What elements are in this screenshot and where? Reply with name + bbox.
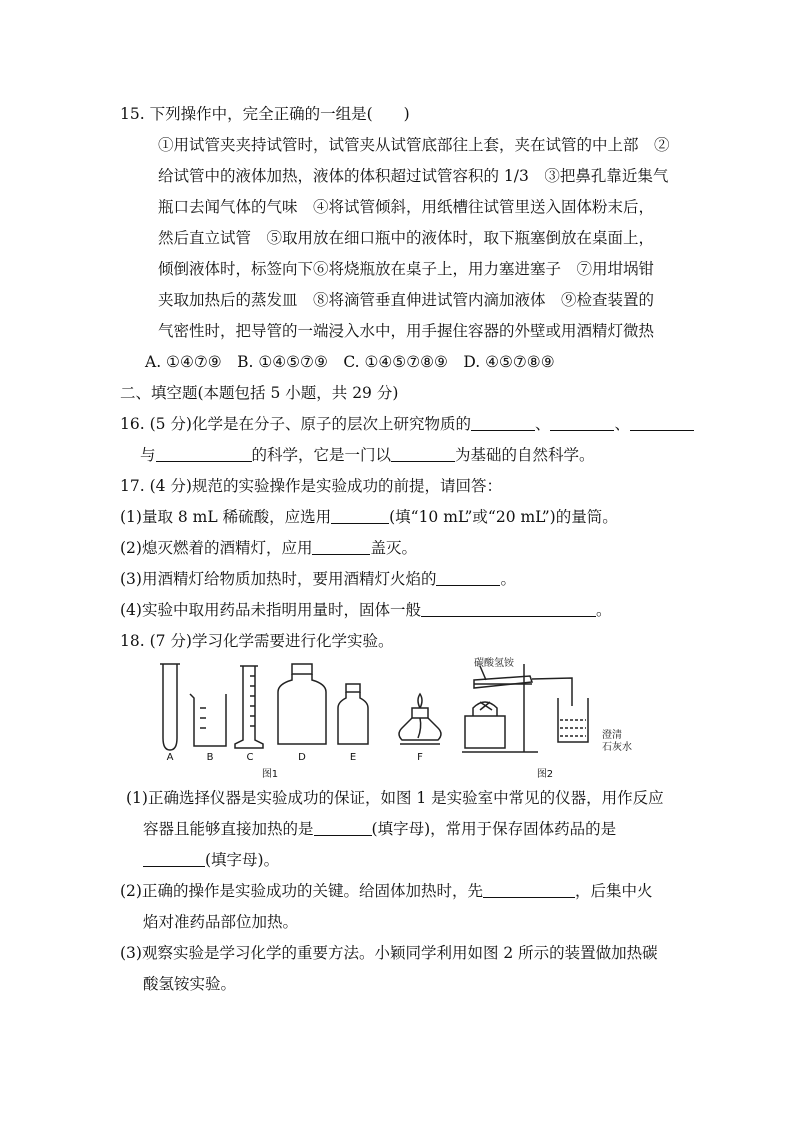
q18-figures <box>140 656 660 782</box>
fig-label-e: E <box>349 752 357 763</box>
beaker-icon <box>190 694 226 746</box>
q18-sub-3-line-1: (3)观察实验是学习化学的重要方法。小颖同学利用如图 2 所示的装置做加热碳 <box>120 944 658 962</box>
q17-sub-1-text-a: (1)量取 8 mL 稀硫酸，应选用 <box>120 508 332 526</box>
q16-text-2: 与 <box>140 446 156 464</box>
fig2-liquid-label-2: 石灰水 <box>602 742 632 753</box>
q15-line-6: 夹取加热后的蒸发皿 ⑧将滴管垂直伸进试管内滴加液体 ⑨检查装置的 <box>158 291 655 309</box>
q15-line-2: 给试管中的液体加热，液体的体积超过试管容积的 1/3 ③把鼻孔靠近集气 <box>158 167 669 185</box>
fig1-caption: 图1 <box>261 769 279 780</box>
q18-blank-1[interactable] <box>314 820 372 836</box>
q18-sub-1-text-b: (填字母)，常用于保存固体药品的是 <box>371 820 617 838</box>
q16-blank-3[interactable] <box>630 415 694 431</box>
q18-blank-2[interactable] <box>143 851 205 867</box>
q17-sub-3 <box>120 569 516 589</box>
q17-sub-2-text-a: (2)熄灭燃着的酒精灯，应用 <box>120 539 313 557</box>
q17-sub-4-text-b: 。 <box>595 601 612 619</box>
q16-line-1 <box>120 414 694 434</box>
wide-mouth-bottle-icon <box>278 664 326 744</box>
q16-sep-2: 、 <box>614 415 630 433</box>
q17-stem: 17. (4 分)规范的实验操作是实验成功的前提，请回答： <box>120 477 502 495</box>
q15-options: A. ①④⑦⑨ B. ①④⑤⑦⑨ C. ①④⑤⑦⑧⑨ D. ④⑤⑦⑧⑨ <box>145 353 555 371</box>
q18-sub-2-line-1 <box>120 881 652 901</box>
fig-label-b: B <box>206 752 214 763</box>
q16-sep-1: 、 <box>534 415 551 433</box>
q18-sub-1-line-3 <box>143 850 279 870</box>
q17-sub-2-text-b: 盖灭。 <box>370 539 417 557</box>
q16-text-4: 为基础的自然科学。 <box>455 446 595 464</box>
fig-label-c: C <box>246 752 254 763</box>
q16-text-3: 的科学，它是一门以 <box>251 446 392 464</box>
fig2-caption: 图2 <box>536 769 554 780</box>
q16-text-1: 16. (5 分)化学是在分子、原子的层次上研究物质的 <box>120 415 471 433</box>
q18-sub-2-text-a: (2)正确的操作是实验成功的关键。给固体加热时，先 <box>120 882 483 900</box>
q16-blank-5[interactable] <box>391 446 455 462</box>
q17-sub-3-text-b: 。 <box>500 570 516 588</box>
q16-blank-4[interactable] <box>156 446 252 462</box>
q18-sub-1-text-a: 容器且能够直接加热的是 <box>143 820 314 838</box>
q15-line-1: ①用试管夹夹持试管时，试管夹从试管底部往上套，夹在试管的中上部 ② <box>158 136 670 154</box>
q18-sub-2-line-2: 焰对准药品部位加热。 <box>143 913 299 931</box>
q15-line-7: 气密性时，把导管的一端浸入水中，用手握住容器的外壁或用酒精灯微热 <box>158 322 655 340</box>
q17-sub-1-text-b: (填“10 mL”或“20 mL”)的量筒。 <box>389 508 618 526</box>
q18-sub-1-line-1: (1)正确选择仪器是实验成功的保证，如图 1 是实验室中常见的仪器，用作反应 <box>126 789 664 807</box>
q15-stem: 15. 下列操作中，完全正确的一组是( ) <box>120 105 410 123</box>
q15-line-5: 倾倒液体时，标签向下⑥将烧瓶放在桌子上，用力塞进塞子 ⑦用坩埚钳 <box>158 260 655 278</box>
q17-sub-3-text-a: (3)用酒精灯给物质加热时，要用酒精灯火焰的 <box>120 570 437 588</box>
q18-sub-2-text-b: ，后集中火 <box>574 882 653 900</box>
fig-label-f: F <box>417 752 423 763</box>
fig2-liquid-label-1: 澄清 <box>602 730 622 741</box>
q18-sub-3-line-2: 酸氢铵实验。 <box>143 975 237 993</box>
fig-label-d: D <box>298 752 306 763</box>
q17-sub-4 <box>120 600 611 620</box>
heating-apparatus-icon <box>462 664 588 752</box>
q17-blank-1[interactable] <box>331 508 389 524</box>
q17-blank-2[interactable] <box>312 539 370 555</box>
fig2-reagent-label: 碳酸氢铵 <box>474 658 514 669</box>
q17-blank-4[interactable] <box>421 601 596 617</box>
q18-sub-1-line-2 <box>143 819 616 839</box>
q16-blank-1[interactable] <box>471 415 535 431</box>
q17-sub-2 <box>120 538 417 558</box>
q15-line-4: 然后直立试管 ⑤取用放在细口瓶中的液体时，取下瓶塞倒放在桌面上， <box>158 229 655 247</box>
alcohol-lamp-icon <box>399 694 441 744</box>
section-2-title: 二、填空题(本题包括 5 小题，共 29 分) <box>120 384 399 402</box>
test-tube-icon <box>160 664 180 750</box>
q17-blank-3[interactable] <box>436 570 500 586</box>
q18-sub-1-text-c: (填字母)。 <box>205 851 280 869</box>
q17-sub-4-text-a: (4)实验中取用药品未指明用量时，固体一般 <box>120 601 421 619</box>
q16-blank-2[interactable] <box>550 415 614 431</box>
q16-line-2 <box>140 445 595 465</box>
graduated-cylinder-icon <box>235 666 263 748</box>
q17-sub-1 <box>120 507 618 527</box>
q18-blank-3[interactable] <box>483 882 575 898</box>
q15-line-3: 瓶口去闻气体的气味 ④将试管倾斜，用纸槽往试管里送入固体粉末后， <box>158 198 655 216</box>
q18-stem: 18. (7 分)学习化学需要进行化学实验。 <box>120 632 394 650</box>
fig-label-a: A <box>166 752 174 763</box>
narrow-mouth-bottle-icon <box>338 684 368 744</box>
